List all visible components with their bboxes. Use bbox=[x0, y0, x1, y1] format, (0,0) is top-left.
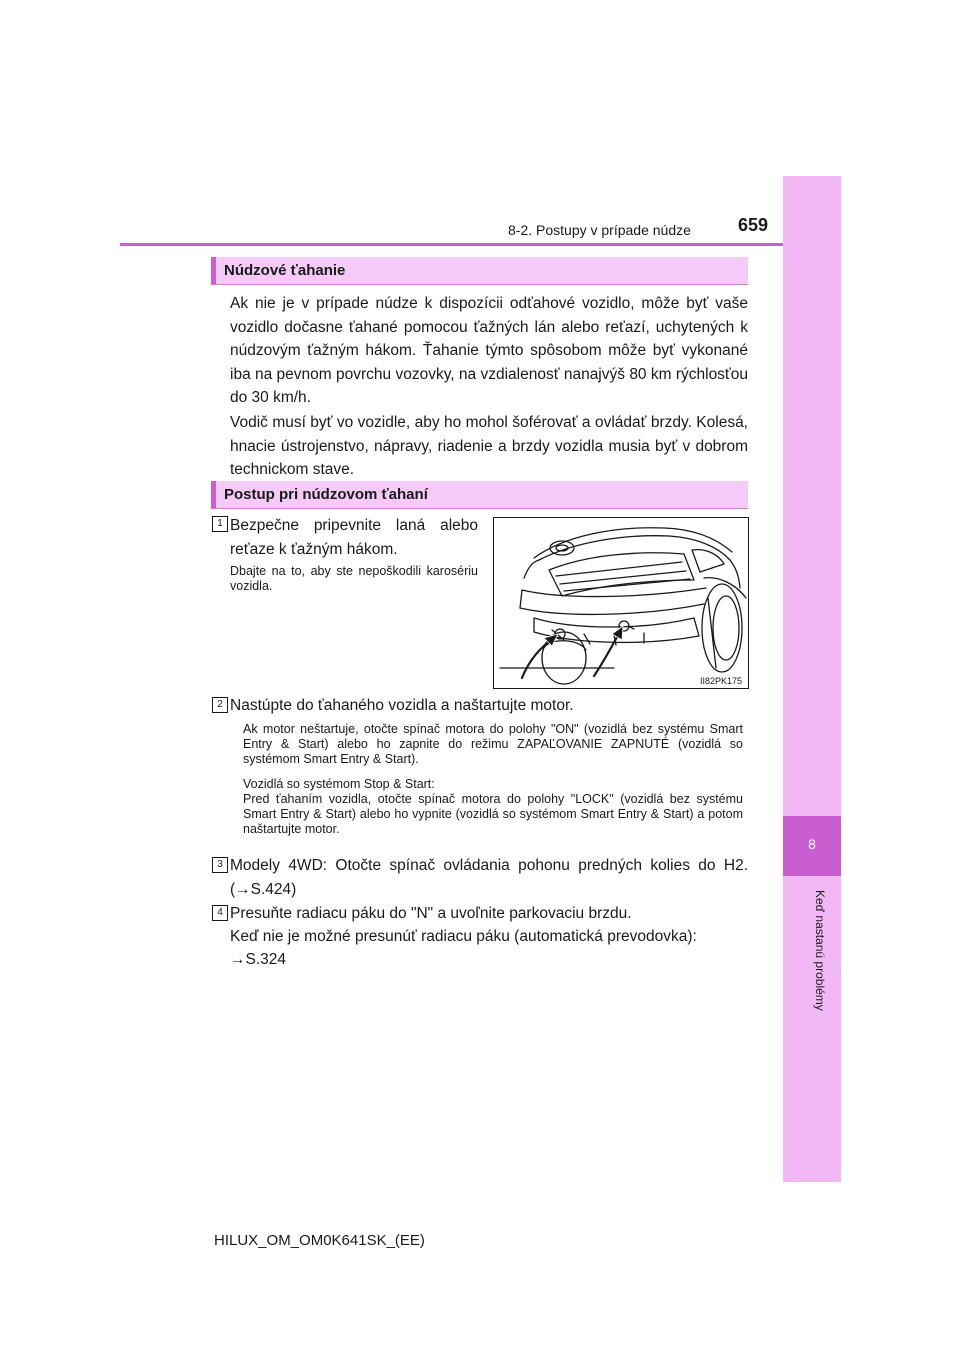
page-number: 659 bbox=[738, 215, 769, 235]
step-number-3: 3 bbox=[212, 857, 228, 873]
section-title-emergency-towing: Núdzové ťahanie bbox=[224, 262, 346, 279]
step-1-note: Dbajte na to, aby ste nepoškodili karosériu vozidla. bbox=[230, 564, 478, 593]
step-1-text: Bezpečne pripevnite laná alebo reťaze k ťažným hákom. bbox=[230, 517, 478, 558]
step-2-note-2: Pred ťahaním vozidla, otočte spínač motora do polohy "LOCK" (vozidlá bez systému Smart Entry & Start) alebo ho vypnite (vozidlá so systémom Smart Entry & Start) a potom naštartujte motor. bbox=[243, 792, 743, 836]
step-4-reference: →S.324 bbox=[230, 951, 287, 968]
vehicle-underbody-illustration bbox=[494, 518, 748, 688]
footer-document-code: HILUX_OM_OM0K641SK_(EE) bbox=[214, 1232, 425, 1249]
header-rule bbox=[120, 243, 783, 246]
side-tab-number: 8 bbox=[808, 836, 816, 852]
figure-code: II82PK175 bbox=[700, 676, 743, 686]
paragraph-towing-intro: Ak nie je v prípade núdze k dispozícii odťahové vozidlo, môže byť vaše vozidlo dočasne ťahané pomocou ťažných lán alebo reťazí, uchytených k núdzovým ťažným hákom. Ťahanie týmto spôsobom môže byť vykonané iba na pevnom povrchu vozovky, na vzdialenosť nanajvýš 80 km rýchlosťou do 30 km/h. bbox=[230, 295, 748, 406]
section-title-towing-procedure: Postup pri núdzovom ťahaní bbox=[224, 486, 428, 503]
chapter-title: 8-2. Postupy v prípade núdze bbox=[508, 222, 691, 238]
step-4-text: Presuňte radiacu páku do "N" a uvoľnite parkovaciu brzdu. bbox=[230, 905, 632, 922]
figure-towing-hooks bbox=[493, 517, 749, 689]
step-4-text-2: Keď nie je možné presunúť radiacu páku (automatická prevodovka): bbox=[230, 928, 697, 945]
step-number-4: 4 bbox=[212, 905, 228, 921]
step-2-note-2-title: Vozidlá so systémom Stop & Start: bbox=[243, 777, 435, 791]
step-2-note-1: Ak motor neštartuje, otočte spínač motora do polohy "ON" (vozidlá bez systému Smart Entry & Start) alebo ho zapnite do režimu ZAPAĽOVANIE ZAPNUTÉ (vozidlá so systémom Smart Entry & Start). bbox=[243, 722, 743, 766]
step-2-text: Nastúpte do ťahaného vozidla a naštartujte motor. bbox=[230, 697, 574, 714]
step-number-1: 1 bbox=[212, 516, 228, 532]
paragraph-driver-requirements: Vodič musí byť vo vozidle, aby ho mohol šoférovať a ovládať brzdy. Kolesá, hnacie ústrojenstvo, nápravy, riadenie a brzdy vozidla musia byť v dobrom technickom stave. bbox=[230, 414, 748, 478]
step-number-2: 2 bbox=[212, 697, 228, 713]
step-3-text: Modely 4WD: Otočte spínač ovládania pohonu predných kolies do H2. (→S.424) bbox=[230, 857, 748, 898]
side-tab-label: Keď nastanú problémy bbox=[813, 890, 827, 1011]
